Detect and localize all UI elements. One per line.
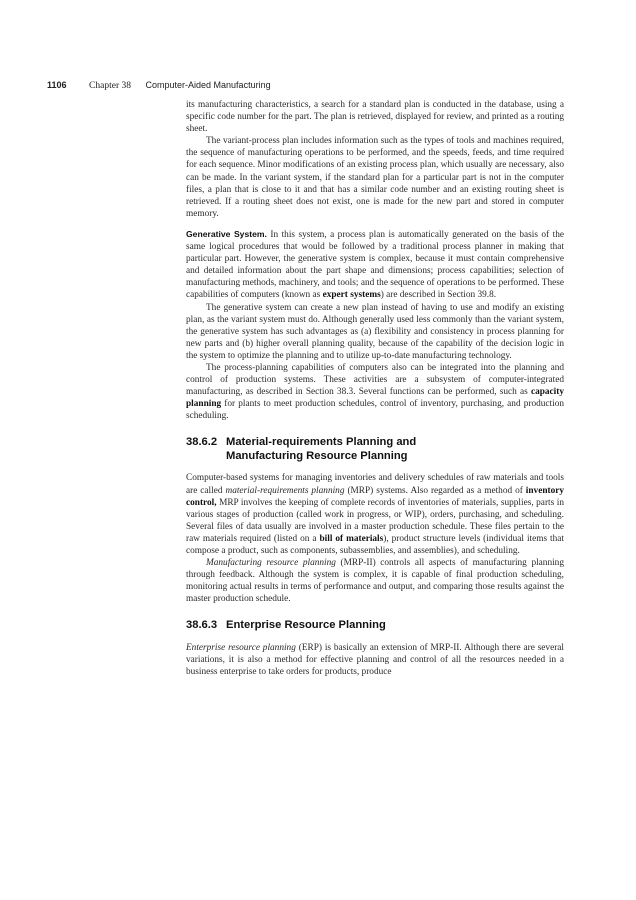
section-heading-38-6-3 [186,619,564,633]
paragraph: The variant-process plan includes information such as the types of tools and machines required, the sequence of manufacturing operations to be performed, and the speeds, feeds, and time required for each sequence. Minor modifications of an existing process plan, which usually are necessary, also can be made. In the variant system, if the standard plan for a particular part is not in the computer files, a plan that is close to it and that has a similar code number and an existing routing sheet is retrieved. If a routing sheet does not exist, one is made for the new part and stored in computer memory. [186,136,564,219]
paragraph-mrp2: Manufacturing resource planning (MRP-II) controls all aspects of manufacturing planning through feedback. Although the system is complex, it is capable of final production scheduling, monitoring actual results in terms of performance and output, and comparing those results against the master production schedule. [186,558,564,605]
run-in-heading: Generative System. [186,228,267,239]
page-number: 1106 [47,80,67,90]
section-number: 38.6.2 [186,436,218,449]
paragraph: its manufacturing characteristics, a search for a standard plan is conducted in the database, using a specific code number for the part. The plan is retrieved, displayed for review, and printed as a routing sheet. [186,100,564,135]
body-text [186,99,564,678]
section-title: Material-requirements Planning and [226,436,417,449]
paragraph-generative-system: Generative System. In this system, a process plan is automatically generated on the basis of the same logical procedures that would be followed by a traditional process planner in making that particular part. However, the generative system is complex, because it must contain comprehensive and detailed information about the part shape and dimensions; process capabilities; selection of manufacturing methods, machinery, and tools; and the sequence of operations to be performed. These capabilities of computers (known as expert systems) are described in Section 39.8. [186,228,564,301]
section-heading-38-6-2 [186,436,564,463]
chapter-title: Computer-Aided Manufacturing [145,80,271,90]
section-title-line2: Manufacturing Resource Planning [226,449,408,462]
chapter-label: Chapter 38 [89,81,131,91]
section-title: Enterprise Resource Planning [226,619,386,632]
paragraph-mrp: Computer-based systems for managing inventories and delivery schedules of raw materials and tools are called material-requirements planning (MRP) systems. Also regarded as a method of inventory control, MRP involves the keeping of complete records of inventories of materials, supplies, parts in various stages of production (called work in progress, or WIP), orders, purchasing, and scheduling. Several files of data usually are involved in a master production schedule. These files pertain to the raw materials required (listed on a bill of materials), product structure levels (individual items that compose a product, such as components, subassemblies, and assemblies), and scheduling. [186,473,565,556]
paragraph: The process-planning capabilities of computers also can be integrated into the planning and control of production systems. These activities are a subsystem of computer-integrated manufacturing, as described in Section 38.3. Several functions can be performed, such as capacity planning for plants to meet production schedules, control of inventory, purchasing, and production scheduling. [186,362,565,422]
paragraph-erp: Enterprise resource planning (ERP) is basically an extension of MRP-II. Although there are several variations, it is also a method for effective planning and control of all the resources needed in a business enterprise to take orders for products, produce [186,642,564,678]
paragraph: The generative system can create a new plan instead of having to use and modify an existing plan, as the variant system must do. Although generally used less commonly than the variant system, the generative system has such advantages as (a) flexibility and consistency in process planning for new parts and (b) higher overall planning quality, because of the capability of the decision logic in the system to optimize the planning and to utilize up-to-date manufacturing technology. [186,302,564,361]
running-header [47,80,271,91]
section-number: 38.6.3 [186,619,218,632]
